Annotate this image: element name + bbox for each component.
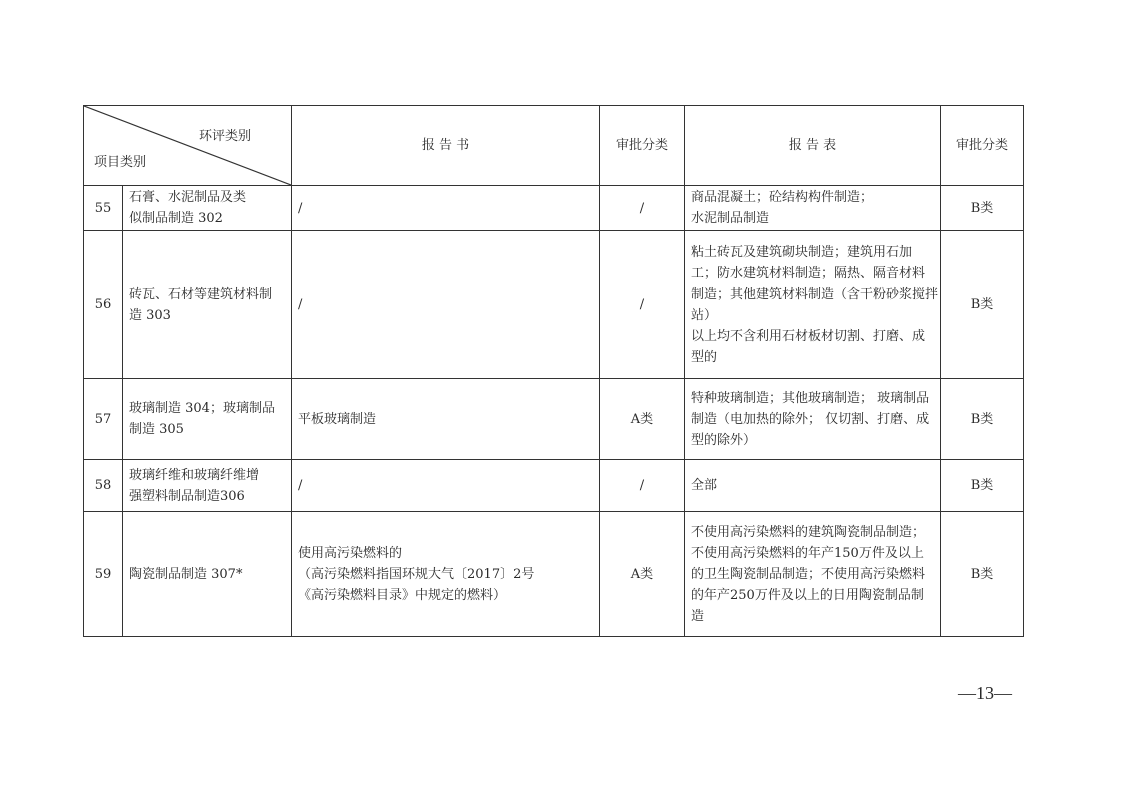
page-number: —13— [958,683,1012,703]
project-category: 石膏、水泥制品及类 似制品制造 302 [123,186,292,231]
approval-cell-2: B类 [941,379,1024,460]
table-row [84,231,1024,379]
row-number: 59 [84,512,123,637]
project-category: 陶瓷制品制造 307* [123,512,292,637]
form-cell: 全部 [685,460,941,512]
row-number: 56 [84,231,123,379]
project-category: 玻璃制造 304；玻璃制品 制造 305 [123,379,292,460]
table-row [84,186,1024,231]
report-cell: / [292,186,600,231]
approval-cell-2: B类 [941,460,1024,512]
table-header-row [84,106,1024,186]
table-row [84,379,1024,460]
row-number: 58 [84,460,123,512]
approval-cell-2: B类 [941,512,1024,637]
project-category: 玻璃纤维和玻璃纤维增 强塑料制品制造306 [123,460,292,512]
approval-header-2: 审批分类 [941,106,1024,186]
approval-cell-2: B类 [941,186,1024,231]
approval-cell-1: / [600,186,685,231]
form-header: 报 告 表 [685,106,941,186]
approval-header-1: 审批分类 [600,106,685,186]
report-cell: / [292,460,600,512]
approval-cell-1: / [600,460,685,512]
form-cell: 粘土砖瓦及建筑砌块制造；建筑用石加 工；防水建筑材料制造；隔热、隔音材料 制造；其他建筑材料制造（含干粉砂浆搅拌 站） 以上均不含利用石材板材切割、打磨、成 型的 [685,231,941,379]
form-cell: 商品混凝土；砼结构构件制造； 水泥制品制造 [685,186,941,231]
report-cell: 使用高污染燃料的 （高污染燃料指国环规大气〔2017〕2号 《高污染燃料目录》中规定的燃料） [292,512,600,637]
classification-table [83,105,1024,637]
row-number: 55 [84,186,123,231]
report-cell: 平板玻璃制造 [292,379,600,460]
approval-cell-1: A类 [600,512,685,637]
table-row [84,512,1024,637]
form-cell: 特种玻璃制造；其他玻璃制造； 玻璃制品 制造（电加热的除外； 仅切割、打磨、成 型的除外） [685,379,941,460]
approval-cell-2: B类 [941,231,1024,379]
diagonal-header-cell [84,106,292,186]
approval-cell-1: / [600,231,685,379]
report-cell: / [292,231,600,379]
table-row [84,460,1024,512]
corner-bottom-label: 项目类别 [94,155,147,170]
row-number: 57 [84,379,123,460]
report-header: 报 告 书 [292,106,600,186]
form-cell: 不使用高污染燃料的建筑陶瓷制品制造； 不使用高污染燃料的年产150万件及以上 的卫生陶瓷制品制造；不使用高污染燃料 的年产250万件及以上的日用陶瓷制品制 造 [685,512,941,637]
corner-top-label: 环评类别 [198,129,251,144]
diagonal-line [84,106,291,185]
project-category: 砖瓦、石材等建筑材料制 造 303 [123,231,292,379]
approval-cell-1: A类 [600,379,685,460]
